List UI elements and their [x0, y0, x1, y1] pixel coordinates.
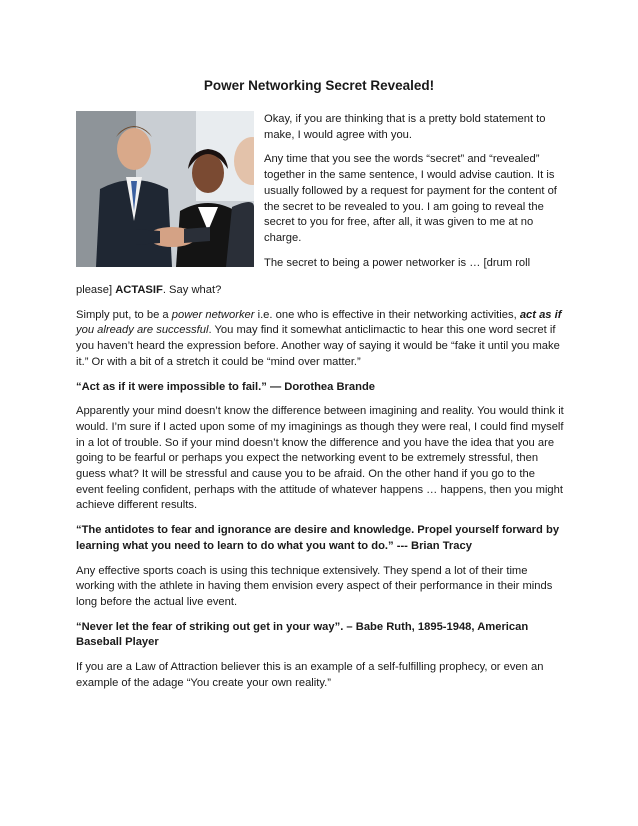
mind-paragraph: Apparently your mind doesn’t know the difference between imagining and reality. You would think it would. I’m sure if I acted upon some of my imaginings as though they were real, I could find myself in a lot of trouble. So if your mind doesn’t know the difference and you have the idea that you are going to be fearful or perhaps you expect the networking event to be extremely stressful, then guess what? It will be stressful and cause you to be afraid. On the other hand if you go to the event feeling confident, perhaps with the attitude of whatever happens … happens, then you might achieve different results.: [76, 405, 564, 512]
intro-paragraph-1: Okay, if you are thinking that is a pretty bold statement to make, I would agree with you.: [264, 113, 546, 141]
attraction-paragraph: If you are a Law of Attraction believer this is an example of a self-fulfilling prophecy, or even an example of the adage “You create your own reality.”: [76, 661, 544, 689]
def-text-a: Simply put, to be a: [76, 308, 172, 321]
page-title: Power Networking Secret Revealed!: [203, 78, 435, 93]
secret-word: ACTASIF: [115, 284, 163, 296]
business-handshake-photo: [76, 111, 254, 267]
main-body: [76, 283, 564, 700]
def-text-b: power networker: [171, 308, 255, 321]
def-text-c: i.e. one who is effective in their networking activities,: [254, 308, 520, 321]
quote-brande: “Act as if it were impossible to fail.” — Dorothea Brande: [76, 380, 376, 393]
definition-paragraph: [76, 308, 564, 371]
quote-tracy: “The antidotes to fear and ignorance are desire and knowledge. Propel yourself forward by learning what you need to learn to do what you want to do.” --- Brian Tracy: [76, 524, 560, 552]
quote-ruth: “Never let the fear of striking out get in your way”. – Babe Ruth, 1895-1948, American Baseball Player: [76, 620, 529, 649]
intro-paragraph-2: Any time that you see the words “secret” and “revealed” together in the same sentence, I would advise caution. It is usually followed by a request for payment for the content of the secret to be revealed to you. I am going to reveal the secret to you for free, after all, it was given to me at no charge.: [264, 153, 557, 244]
secret-text-c: . Say what?: [162, 284, 222, 296]
sports-paragraph: Any effective sports coach is using this technique extensively. They spend a lot of their time working with the athlete in having them envision every aspect of their performance in their minds long before the actual live event.: [76, 564, 553, 608]
intro-column: [264, 112, 564, 271]
def-text-d: act as if: [519, 308, 562, 321]
intro-paragraph-3: The secret to being a power networker is … [drum roll: [264, 256, 531, 269]
def-text-g: . You may find it somewhat anticlimactic to hear this one word secret if you haven’t heard the expression before. Another way of saying it would be “fake it until you make it.” Or with a bit of a stretch it could be “mind over matter.”: [76, 324, 560, 368]
def-text-f: you already are successful: [76, 324, 209, 337]
secret-paragraph-continued: [76, 283, 564, 299]
secret-text-a: please]: [76, 284, 116, 296]
photo-illustration: [76, 111, 254, 267]
